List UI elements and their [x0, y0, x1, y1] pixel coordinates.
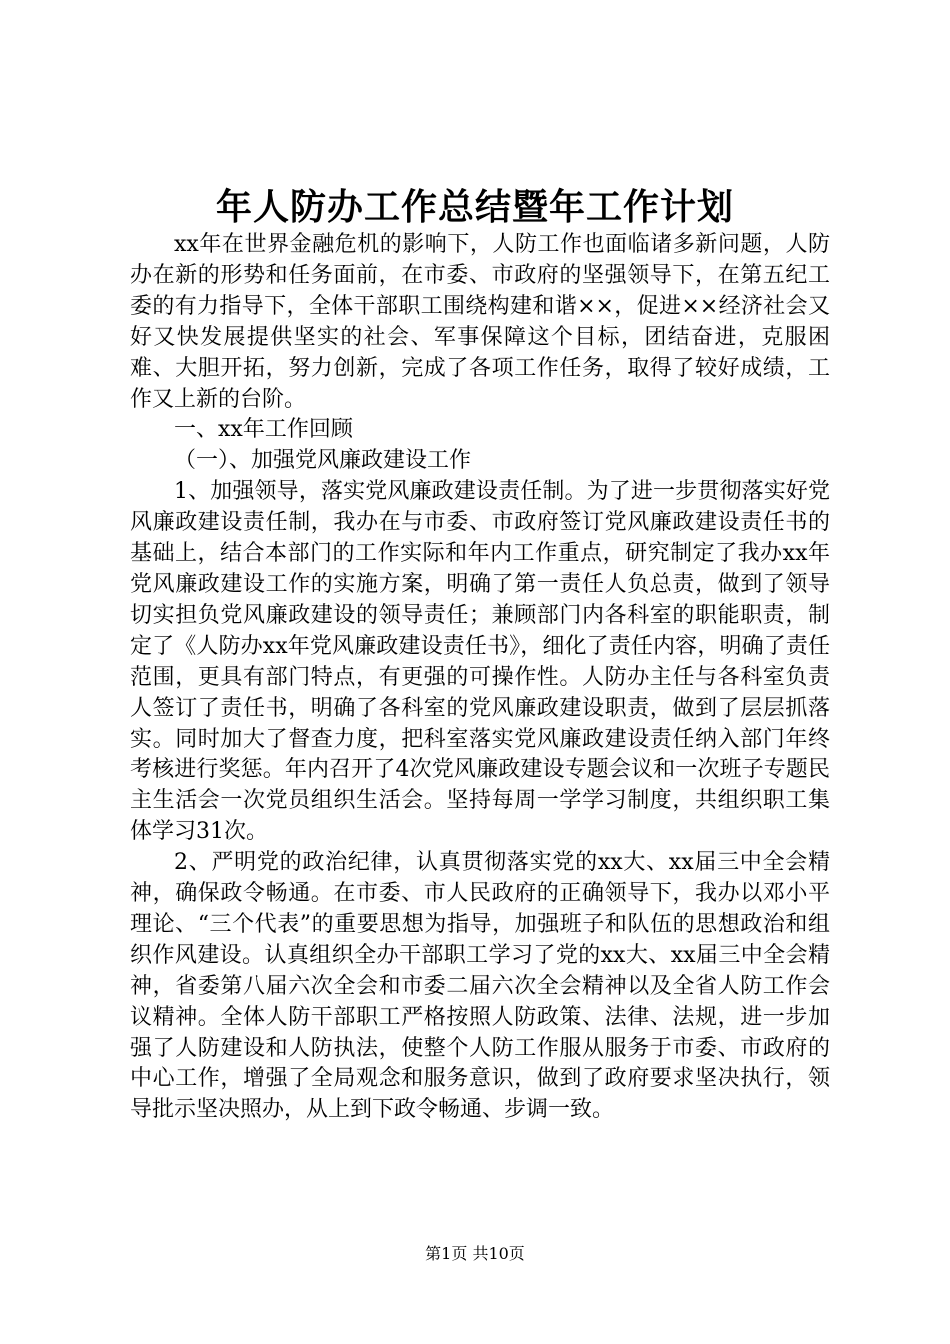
- document-title: 年人防办工作总结暨年工作计划: [215, 186, 734, 228]
- body-paragraph-1: 1、加强领导，落实党风廉政建设责任制。为了进一步贯彻落实好党风廉政建设责任制，我办在与市委、市政府签订党风廉政建设责任书的基础上，结合本部门的工作实际和年内工作重点，研究制定了我办xx年党风廉政建设工作的实施方案，明确了第一责任人负总责，做到了领导切实担负党风廉政建设的领导责任；兼顾部门内各科室的职能职责，制定了《人防办xx年党风廉政建设责任书》，细化了责任内容，明确了责任范围，更具有部门特点，有更强的可操作性。人防办主任与各科室负责人签订了责任书，明确了各科室的党风廉政建设职责，做到了层层抓落实。同时加大了督查力度，把科室落实党风廉政建设责任纳入部门年终考核进行奖惩。年内召开了4次党风廉政建设专题会议和一次班子专题民主生活会一次党员组织生活会。坚持每周一学学习制度，共组织职工集体学习31次。: [130, 479, 830, 845]
- intro-paragraph: xx年在世界金融危机的影响下，人防工作也面临诸多新问题，人防办在新的形势和任务面前，在市委、市政府的坚强领导下，在第五纪工委的有力指导下，全体干部职工围绕构建和谐××，促进××经济社会又好又快发展提供坚实的社会、军事保障这个目标，团结奋进，克服困难、大胆开拓，努力创新，完成了各项工作任务，取得了较好成绩，工作又上新的台阶。: [130, 232, 830, 412]
- page-number-footer: 第1页 共10页: [425, 1244, 525, 1263]
- section-heading: 一、xx年工作回顾: [174, 417, 353, 443]
- body-paragraph-2: 2、严明党的政治纪律，认真贯彻落实党的xx大、xx届三中全会精神，确保政令畅通。在市委、市人民政府的正确领导下，我办以邓小平理论、“三个代表”的重要思想为指导，加强班子和队伍的思想政治和组织作风建设。认真组织全办干部职工学习了党的xx大、xx届三中全会精神，省委第八届六次全会和市委二届六次全会精神以及全省人防工作会议精神。全体人防干部职工严格按照人防政策、法律、法规，进一步加强了人防建设和人防执法，使整个人防工作服从服务于市委、市政府的中心工作，增强了全局观念和服务意识，做到了政府要求坚决执行，领导批示坚决照办，从上到下政令畅通、步调一致。: [130, 850, 830, 1123]
- document-body: [130, 230, 830, 1126]
- subsection-heading: （一）、加强党风廉政建设工作: [174, 448, 472, 474]
